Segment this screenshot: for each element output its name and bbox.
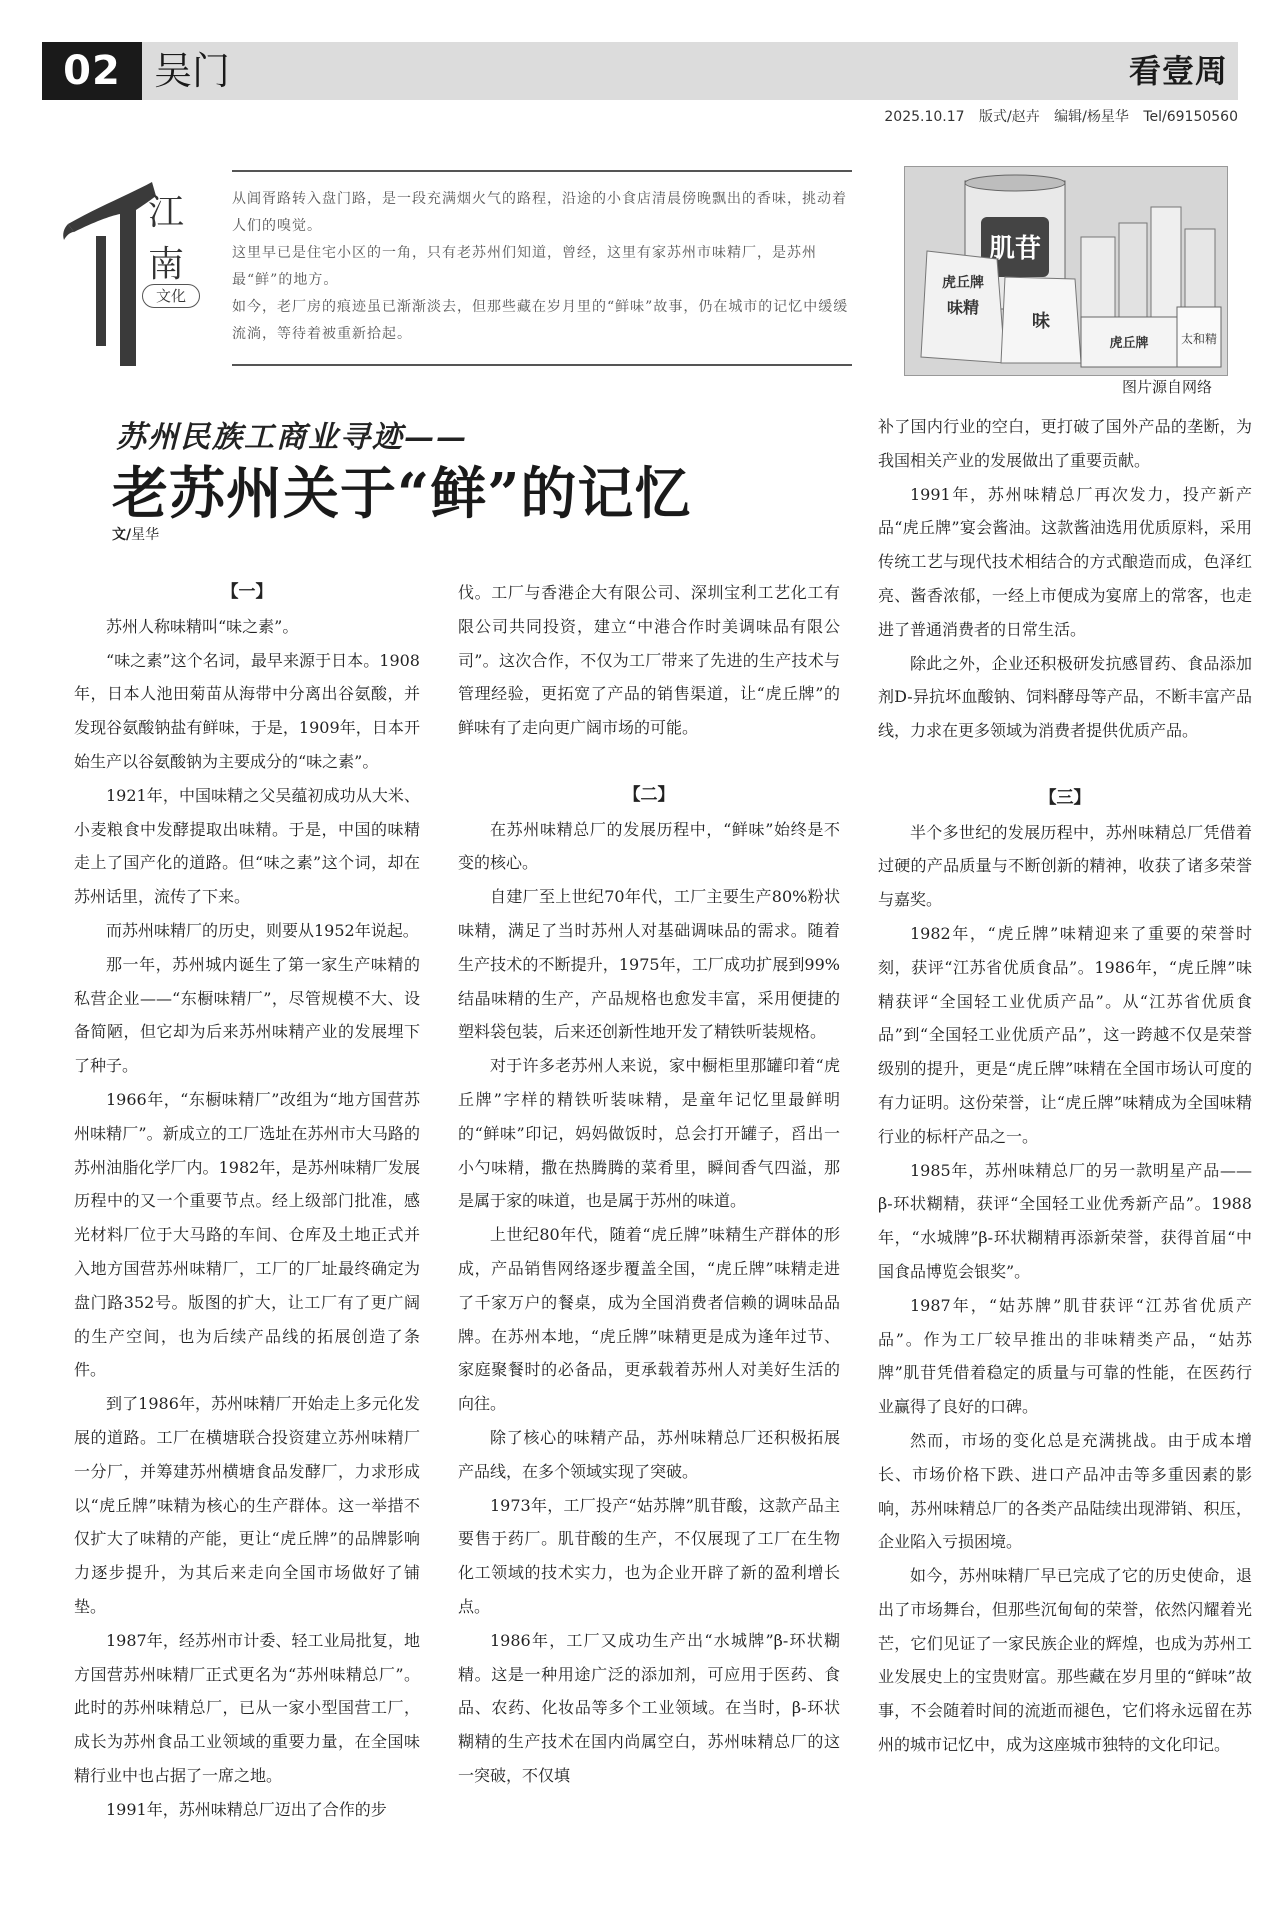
body-paragraph: 1987年，“姑苏牌”肌苷获评“江苏省优质产品”。作为工厂较早推出的非味精类产品，“姑苏牌”肌苷凭借着稳定的质量与可靠的性能，在医药行业赢得了良好的口碑。 [878, 1295, 1252, 1417]
body-paragraph: 除此之外，企业还积极研发抗感冒药、食品添加剂D-异抗坏血酸钠、饲料酵母等产品，不断丰富产品线，力求在更多领域为消费者提供优质产品。 [878, 653, 1252, 741]
byline-author: 星华 [131, 527, 160, 543]
section-name: 吴门 [154, 49, 231, 93]
issue-date: 2025.10.17 [884, 109, 965, 125]
byline [112, 524, 159, 544]
dateline [874, 106, 1238, 126]
article-column-1 [74, 576, 420, 1826]
logo-char-jiang: 江 [148, 192, 185, 233]
product-photo [904, 166, 1228, 376]
jiangnan-culture-logo [60, 176, 210, 376]
section-spacer [878, 748, 1252, 782]
roof-eave-icon [60, 176, 210, 376]
body-paragraph: 1973年，工厂投产“姑苏牌”肌苷酸，这款产品主要售于药厂。肌苷酸的生产，不仅展现了工厂在生物化工领域的技术实力，也为企业开辟了新的盈利增长点。 [458, 1495, 840, 1616]
intro-block [232, 170, 852, 366]
photo-caption: 图片源自网络 [1122, 378, 1213, 396]
article-column-3 [878, 410, 1252, 1762]
body-paragraph: 对于许多老苏州人来说，家中橱柜里那罐印着“虎丘牌”字样的精铁听装味精，是童年记忆里最鲜明的“鲜味”印记，妈妈做饭时，总会打开罐子，舀出一小勺味精，撒在热腾腾的菜肴里，瞬间香气四溢，那是属于家的味道，也是属于苏州的味道。 [458, 1056, 840, 1211]
body-paragraph: 自建厂至上世纪70年代，工厂主要生产80%粉状味精，满足了当时苏州人对基础调味品的需求。随着生产技术的不断提升，1975年，工厂成功扩展到99%结晶味精的生产，产品规格也愈发丰富，采用便捷的塑料袋包装，后来还创新性地开发了精铁听装规格。 [458, 887, 840, 1042]
body-paragraph: 1966年，“东橱味精厂”改组为“地方国营苏州味精厂”。新成立的工厂选址在苏州市大马路的苏州油脂化学厂内。1982年，是苏州味精厂发展历程中的又一个重要节点。经上级部门批准，感光材料厂位于大马路的车间、仓库及土地正式并入地方国营苏州味精厂，工厂的厂址最终确定为盘门路352号。版图的扩大，让工厂有了更广阔的生产空间，也为后续产品线的拓展创造了条件。 [74, 1089, 420, 1380]
packet-label-msg: 味精 [946, 298, 980, 317]
section-spacer [458, 745, 840, 779]
layout-editor: 版式/赵卉 [979, 109, 1040, 125]
body-paragraph: 1982年，“虎丘牌”味精迎来了重要的荣誉时刻，获评“江苏省优质食品”。1986年，“虎丘牌”味精获评“全国轻工业优质产品”。从“江苏省优质食品”到“全国轻工业优质产品”，这一跨越不仅是荣誉级别的提升，更是“虎丘牌”味精在全国市场认可度的有力证明。这份荣誉，让“虎丘牌”味精成为全国味精行业的标杆产品之一。 [878, 923, 1252, 1146]
section-heading: 【三】 [1039, 787, 1091, 808]
body-paragraph: 苏州人称味精叫“味之素”。 [106, 616, 299, 636]
telephone: Tel/69150560 [1143, 109, 1238, 125]
body-paragraph: 除了核心的味精产品，苏州味精总厂还积极拓展产品线，在多个领域实现了突破。 [458, 1427, 840, 1481]
section-heading: 【二】 [623, 784, 675, 805]
page-number: 02 [42, 42, 142, 100]
article-column-2 [458, 576, 840, 1793]
body-paragraph-continued: 补了国内行业的空白，更打破了国外产品的垄断，为我国相关产业的发展做出了重要贡献。 [878, 417, 1252, 470]
body-paragraph: 然而，市场的变化总是充满挑战。由于成本增长、市场价格下跌、进口产品冲击等多重因素的影响，苏州味精总厂的各类产品陆续出现滞销、积压，企业陷入亏损困境。 [878, 1430, 1252, 1552]
brand-logo: 看壹周 [1128, 52, 1228, 90]
packet-label-wei: 味 [1032, 311, 1050, 332]
intro-paragraph: 如今，老厂房的痕迹虽已渐渐淡去，但那些藏在岁月里的“鲜味”故事，仍在城市的记忆中缓缓流淌，等待着被重新拾起。 [232, 299, 849, 342]
body-paragraph: 1921年，中国味精之父吴蕴初成功从大米、小麦粮食中发酵提取出味精。于是，中国的味精走上了国产化的道路。但“味之素”这个词，却在苏州话里，流传了下来。 [74, 785, 420, 907]
body-paragraph: 那一年，苏州城内诞生了第一家生产味精的私营企业——“东橱味精厂”，尽管规模不大、设备简陋，但它却为后来苏州味精产业的发展埋下了种子。 [74, 954, 420, 1076]
body-paragraph: “味之素”这个名词，最早来源于日本。1908年，日本人池田菊苗从海带中分离出谷氨酸，并发现谷氨酸钠盐有鲜味，于是，1909年，日本开始生产以谷氨酸钠为主要成分的“味之素”。 [74, 650, 420, 771]
intro-paragraph: 这里早已是住宅小区的一角，只有老苏州们知道，曾经，这里有家苏州市味精厂，是苏州最“鲜”的地方。 [232, 245, 817, 288]
logo-char-nan: 南 [148, 244, 185, 285]
logo-badge-culture: 文化 [142, 284, 200, 308]
body-paragraph: 1985年，苏州味精总厂的另一款明星产品——β-环状糊精，获评“全国轻工业优秀新产品”。1988年，“水城牌”β-环状糊精再添新荣誉，获得首届“中国食品博览会银奖”。 [878, 1160, 1252, 1281]
editor: 编辑/杨星华 [1054, 109, 1129, 125]
body-paragraph-continued: 伐。工厂与香港企大有限公司、深圳宝利工艺化工有限公司共同投资，建立“中港合作时美调味品有限公司”。这次合作，不仅为工厂带来了先进的生产技术与管理经验，更拓宽了产品的销售渠道，让“虎丘牌”的鲜味有了走向更广阔市场的可能。 [458, 583, 840, 738]
body-paragraph: 如今，苏州味精厂早已完成了它的历史使命，退出了市场舞台，但那些沉甸甸的荣誉，依然闪耀着光芒，它们见证了一家民族企业的辉煌，也成为苏州工业发展史上的宝贵财富。那些藏在岁月里的“鲜味”故事，不会随着时间的流逝而褪色，它们将永远留在苏州的城市记忆中，成为这座城市独特的文化印记。 [878, 1566, 1252, 1755]
article-kicker: 苏州民族工商业寻迹—— [116, 420, 468, 455]
article-title: 老苏州关于“鲜”的记忆 [112, 461, 692, 527]
body-paragraph: 1987年，经苏州市计委、轻工业局批复，地方国营苏州味精厂正式更名为“苏州味精总厂”。此时的苏州味精总厂，已从一家小型国营工厂，成长为苏州食品工业领域的重要力量，在全国味精行业中也占据了一席之地。 [74, 1630, 420, 1785]
body-paragraph: 1986年，工厂又成功生产出“水城牌”β-环状糊精。这是一种用途广泛的添加剂，可应用于医药、食品、农药、化妆品等多个工业领域。在当时，β-环状糊精的生产技术在国内尚属空白，苏州味精总厂的这一突破，不仅填 [458, 1630, 840, 1785]
can-label: 肌苷 [988, 234, 1042, 264]
masthead [42, 42, 1238, 100]
intro-paragraph: 从阊胥路转入盘门路，是一段充满烟火气的路程，沿途的小食店清晨傍晚飘出的香味，挑动着人们的嗅觉。 [232, 191, 847, 234]
byline-prefix: 文/ [112, 527, 132, 543]
body-paragraph: 在苏州味精总厂的发展历程中，“鲜味”始终是不变的核心。 [458, 819, 840, 873]
section-heading: 【一】 [221, 582, 273, 602]
body-paragraph: 1991年，苏州味精总厂迈出了合作的步 [106, 1799, 387, 1819]
body-paragraph: 上世纪80年代，随着“虎丘牌”味精生产群体的形成，产品销售网络逐步覆盖全国，“虎丘牌”味精走进了千家万户的餐桌，成为全国消费者信赖的调味品品牌。在苏州本地，“虎丘牌”味精更是成为逢年过节、家庭聚餐时的必备品，更承载着苏州人对美好生活的向往。 [458, 1225, 840, 1414]
body-paragraph: 1991年，苏州味精总厂再次发力，投产新产品“虎丘牌”宴会酱油。这款酱油选用优质原料，采用传统工艺与现代技术相结合的方式酿造而成，色泽红亮、酱香浓郁，一经上市便成为宴席上的常客，也走进了普通消费者的日常生活。 [878, 484, 1252, 639]
packet-label-brand: 虎丘牌 [942, 275, 984, 291]
box-label-right: 太和精 [1180, 332, 1218, 346]
box-label: 虎丘牌 [1109, 336, 1149, 351]
product-photo-illustration [905, 167, 1227, 375]
body-paragraph: 到了1986年，苏州味精厂开始走上多元化发展的道路。工厂在横塘联合投资建立苏州味精厂一分厂，并筹建苏州横塘食品发酵厂，力求形成以“虎丘牌”味精为核心的生产群体。这一举措不仅扩大了味精的产能，更让“虎丘牌”的品牌影响力逐步提升，为其后来走向全国市场做好了铺垫。 [74, 1394, 420, 1616]
body-paragraph: 而苏州味精厂的历史，则要从1952年说起。 [106, 920, 419, 940]
body-paragraph: 半个多世纪的发展历程中，苏州味精总厂凭借着过硬的产品质量与不断创新的精神，收获了诸多荣誉与嘉奖。 [878, 822, 1252, 910]
